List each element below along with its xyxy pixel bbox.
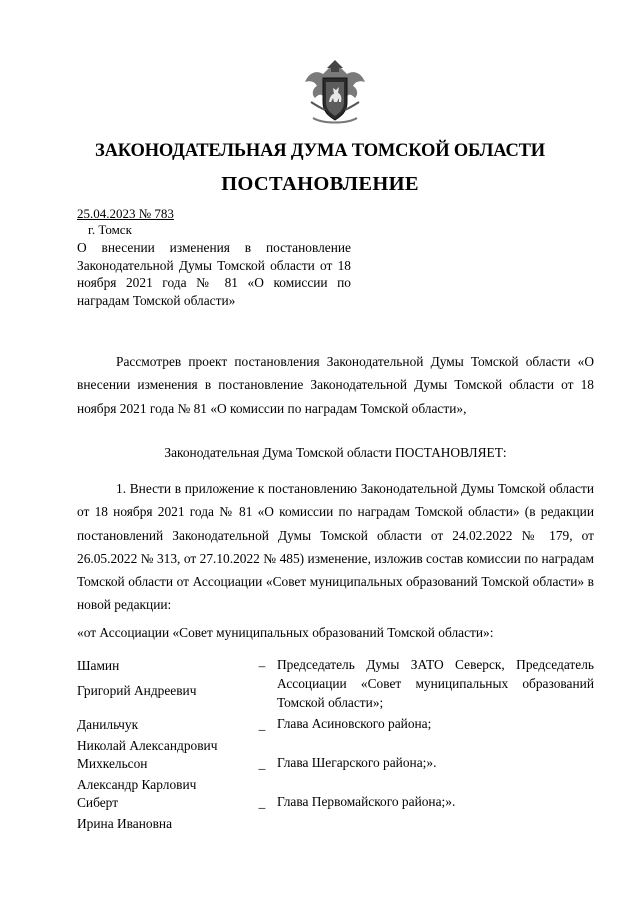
member-name <box>77 792 247 834</box>
document-type: ПОСТАНОВЛЕНИЕ <box>221 173 419 195</box>
member-dash: _ <box>258 717 266 732</box>
member-role: Председатель Думы ЗАТО Северск, Председатель Ассоциации «Совет муниципальных образований Томской области»; <box>277 657 594 710</box>
member-surname: Шамин <box>77 658 120 673</box>
quote-intro: «от Ассоциации «Совет муниципальных образований Томской области»: <box>77 625 494 640</box>
member-name <box>77 655 247 701</box>
member-given-name: Николай Александрович <box>77 738 218 753</box>
member-surname: Сиберт <box>77 795 119 810</box>
member-given-name: Александр Карлович <box>77 777 197 792</box>
preamble-paragraph: Рассмотрев проект постановления Законодательной Думы Томской области «О внесении изменения в постановление Законодательной Думы Томской области от 18 ноября 2021 года № 81 «О комиссии по наградам Томской области», <box>77 354 594 416</box>
tomsk-coat-of-arms-icon <box>299 58 371 130</box>
member-name <box>77 714 247 756</box>
member-dash: _ <box>258 795 266 810</box>
document-subject: О внесении изменения в постановление Законодательной Думы Томской области от 18 ноября 2021 года № 81 «О комиссии по наградам Томской области» <box>77 240 351 308</box>
member-dash: _ <box>258 756 266 771</box>
item-1-paragraph: 1. Внести в приложение к постановлению Законодательной Думы Томской области от 18 ноября 2021 года № 81 «О комиссии по наградам Томской области» (в редакции постановлений Законодательной Думы Томской области от 24.02.2022 № 179, от 26.05.2022 № 313, от 27.10.2022 № 485) изменение, изложив состав комиссии по наградам Томской области от Ассоциации «Совет муниципальных образований Томской области» в новой редакции: <box>77 481 594 613</box>
city: г. Томск <box>88 222 132 237</box>
organization-title: ЗАКОНОДАТЕЛЬНАЯ ДУМА ТОМСКОЙ ОБЛАСТИ <box>95 141 545 161</box>
member-surname: Данильчук <box>77 717 139 732</box>
member-dash: – <box>258 658 266 673</box>
member-given-name: Григорий Андреевич <box>77 683 197 698</box>
resolution-line: Законодательная Дума Томской области ПОСТАНОВЛЯЕТ: <box>164 445 507 460</box>
member-role: Глава Шегарского района;». <box>277 755 437 770</box>
member-given-name: Ирина Ивановна <box>77 816 173 831</box>
date-number: 25.04.2023 № 783 <box>77 206 174 221</box>
member-name <box>77 753 247 795</box>
member-role: Глава Первомайского района;». <box>277 794 456 809</box>
member-role: Глава Асиновского района; <box>277 716 432 731</box>
member-surname: Михкельсон <box>77 756 148 771</box>
